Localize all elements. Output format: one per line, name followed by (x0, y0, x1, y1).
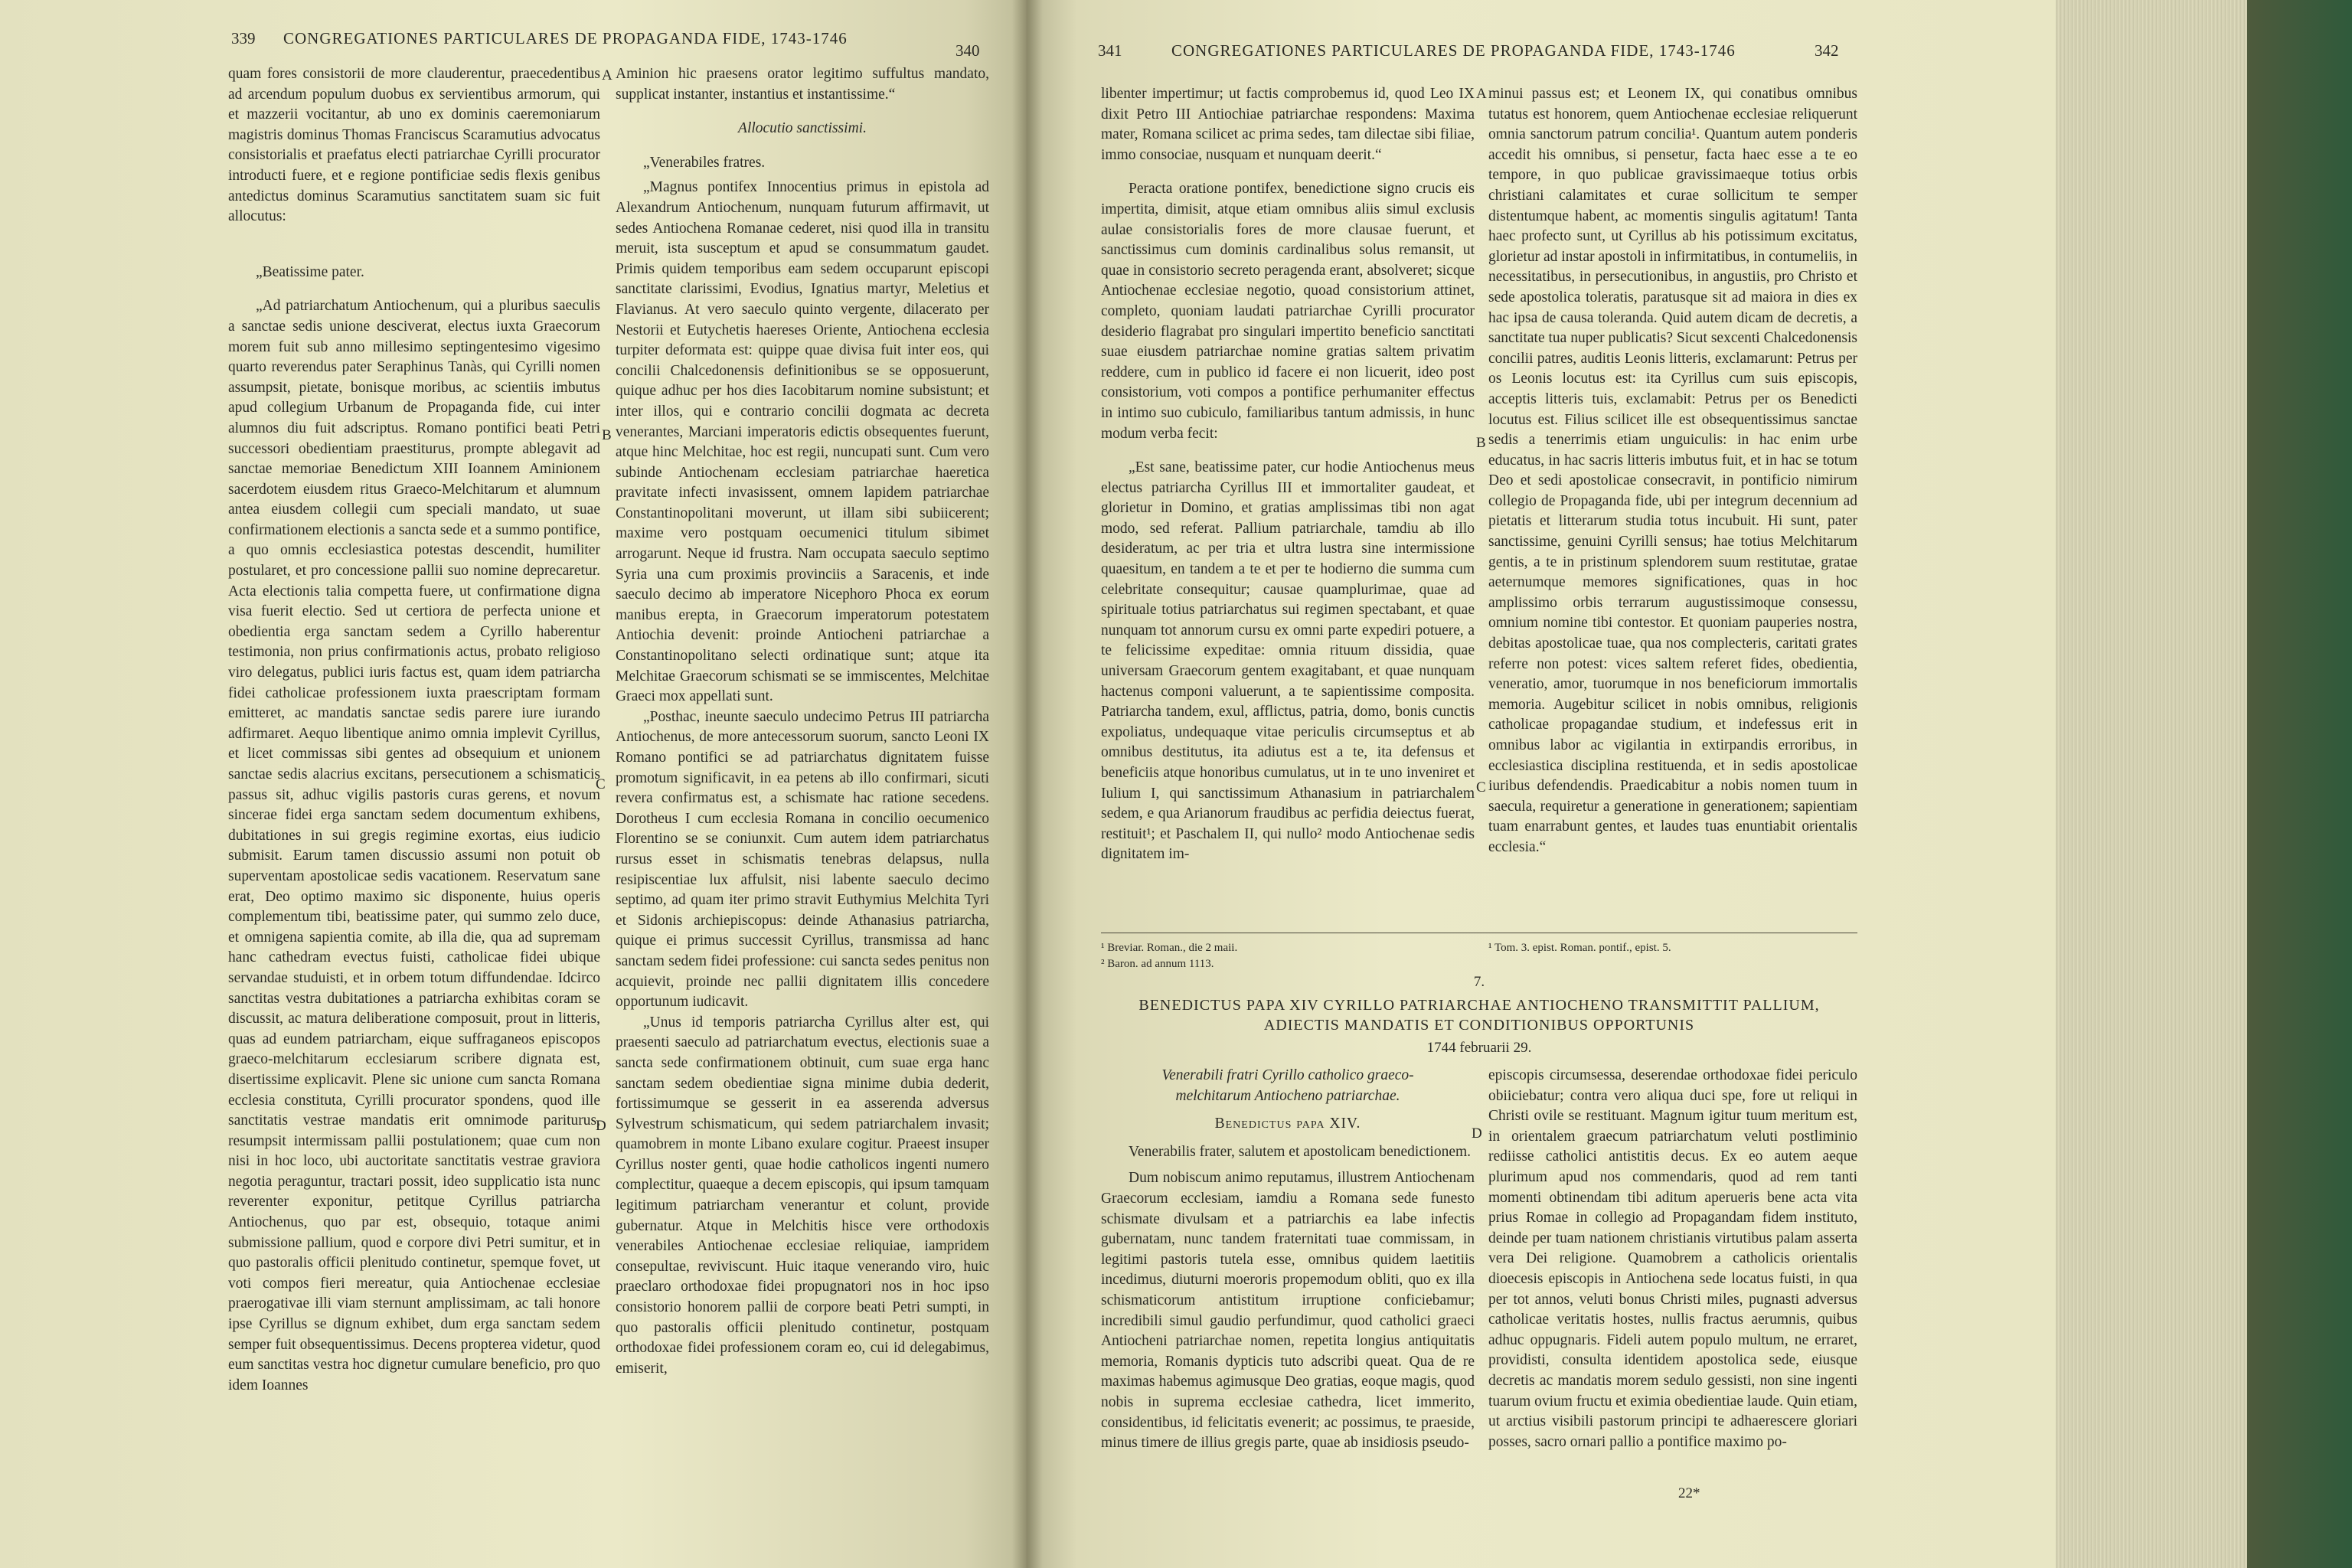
footnote: ¹ Tom. 3. epist. Roman. pontif., epist. 5. (1488, 942, 1671, 954)
footnote: ² Baron. ad annum 1113. (1101, 958, 1214, 970)
text-column (228, 64, 600, 1396)
section-heading: Allocutio sanctissimi. (738, 120, 867, 137)
page-number: 339 (231, 29, 256, 47)
paragraph: episcopis circumsessa, deserendae orthodoxae fidei periculo obiiciebatur; contra vero aliqua duci spe, fore ut reliqui in Christi ovile se restituant. Magnum igitur tuum meritum est, in orientalem graecum patriarchatum veluti postliminio rediisse catholici antistitis decus. Ex eo autem aeque plurimum apud nos commendaris, quod ad rem tanti momenti obtinendam tibi aditum aperueris bene acta vita prius Romae in collegio ad Propagandam fidem instituto, deinde per tuam nationem christianis virtutibus palam asserta vera Dei religione. Quamobrem a catholicis orientalis dioecesis episcopis in Antiochena sede locatus fuisti, in qua per tot annos, veluti bonus Christi miles, pugnasti adversus catholicae veritatis hostes, nullis fractus aerumnis, quibus adhuc oppugnaris. Fideli autem populo multum, ne erraret, providisti, consulta identidem apostolica sede, eiusque decretis ac mandatis morem sedulo gessisti, non sine ingenti tuarum ovium fructu et eximia obedientiae laude. Quin etiam, ut arctius visibili pastorum principi te adhaerescere gloriari posses, sacro ornari pallio a pontifice maximo po- (1488, 1067, 1857, 1450)
footnotes (1488, 940, 1857, 956)
document-title: BENEDICTUS PAPA XIV CYRILLO PATRIARCHAE ANTIOCHENO TRANSMITTIT PALLIUM, ADIECTIS MANDATIS ET CONDITIONIBUS OPPORTUNIS (1138, 997, 1820, 1034)
paragraph: „Est sane, beatissime pater, cur hodie Antiochenus meus electus patriarcha Cyrillus III et immortaliter gaudeat, et glorietur in Domino, et gratias amplissimas tibi non agat modo, sed referat. Pallium patriarchale, tamdiu ab illo desideratum, ac per tria et ultra lustra sine intermissione quaesitum, en tandem a te et per te hodierno die summa cum celebritate consequitur; causae quamplurimae, quae ad spirituale totius patriarchatus sui regimen spectabant, et quae nunquam tot annorum cursu ex omni parte expediri potuere, a te felicissime expeditae: omnia rituum dissidia, quae universam Graecorum gentem exagitabant, et quae nunquam hactenus componi valuerunt, a te sapientissime composita. Patriarcha tandem, exul, afflictus, patria, domo, bonis cunctis expoliatus, undequaque vitae periculis circumseptus et ab omnibus destitutus, ita adiutus est a te, ita defensus et beneficiis atque honoribus cumulatus, ut in te uno inveniret et Iulium I, qui sanctissimum Athanasium in patriarchalem sedem, e qua Arianorum fraudibus ac perfidia deiectus fuerat, restituit¹; et Paschalem II, qui nullo² modo Antiochenae sedis dignitatem im- (1101, 459, 1475, 863)
page-number: 341 (1098, 41, 1122, 60)
address: Venerabili fratri Cyrillo catholico graeco-melchitarum Antiocheno patriarchae. (1161, 1067, 1414, 1104)
signature-mark: 22* (1678, 1485, 1700, 1501)
paragraph: Dum nobiscum animo reputamus, illustrem Antiochenam Graecorum ecclesiam, iamdiu a Romana sede funesto schismate divulsam et a patriarchis ea labe infectis gubernatam, nunc tandem fraternitati tuae commissam, in legitimi pastoris tutela esse, omnibus quidem laetitiis incedimus, diuturni moeroris propemodum obliti, quo ex illa schismaticorum antistitum irruptione conficiebamur; incredibili simul gaudio perfundimur, quod catholici graeci Antiocheni patriarchae nomen, repetita longius antiquitatis memoria, Romanis dypticis tuto adscribi queat. Qua de re maximas habemus agimusque Deo gratias, eoque magis, quod nobis in suprema ecclesiae cathedra, licet immerito, considentibus, id felicitatis evenerit; ac possimus, te praeside, minus timere de illius gregis parte, quae ab insidiosis pseudo- (1101, 1170, 1475, 1452)
greeting: Venerabilis frater, salutem et apostolicam benedictionem. (1129, 1143, 1472, 1160)
salutation: „Venerabiles fratres. (643, 154, 766, 171)
book-gutter (1012, 0, 1043, 1568)
page-edges (2056, 0, 2247, 1568)
document-date: 1744 februarii 29. (1426, 1040, 1532, 1056)
running-head: CONGREGATIONES PARTICULARES DE PROPAGANDA FIDE, 1743-1746 (283, 29, 848, 47)
running-head: CONGREGATIONES PARTICULARES DE PROPAGANDA FIDE, 1743-1746 (1171, 41, 1736, 60)
paragraph: „Unus id temporis patriarcha Cyrillus alter est, qui praesenti saeculo ad patriarchatum evectus, electionis suae a sancta sede confirmationem obtinuit, cum suae erga hanc sanctam sedem obedientiae signa minime dubia dederit, fortissimumque se gesserit in ea asserenda adversus Sylvestrum schismaticum, qui sedem patriarchalem invasit; quamobrem in monte Libano exulare cogitur. Praeest insuper Cyrillus noster genti, quae hodie catholicos ingenti numero complectitur, quaeque a decem episcopis, qui ipsum tamquam legitimum patriarcham venerantur et colunt, provide gubernatur. Atque in Melchitis hisce vere orthodoxis venerabiles Antiochenae ecclesiae reliquiae, iampridem consepultae, reviviscunt. Huic itaque venerando viro, huic praeclaro orthodoxae fidei propugnatori nos in hoc ipso consistorio honorem pallii de corpore beati Petri sumpti, in quo pastoralis officii plenitudo continetur, postquam orthodoxae fidei professionem coram eo, cui id delegabimus, emiserit, (616, 1014, 989, 1377)
left-page (0, 0, 1026, 1568)
margin-letter: D (596, 1118, 606, 1134)
text-column (616, 64, 989, 1379)
paragraph: minui passus est; et Leonem IX, qui conatibus omnibus tutatus est honorem, quem Antiochenae ecclesiae reliquerunt omnia sanctorum patrum concilia¹. Quantum autem ponderis accedit his omnibus, si pensetur, facta haec esse a te eo tempore, in quo publicae gravissimaeque totius orbis christiani calamitates et curae sollicitum te semper distentumque habent, ac momentis singulis agitatum! Tanta haec profecto sunt, ut Cyrillus ab his potissimum excitatus, glorietur ad instar apostoli in infirmitatibus, in contumeliis, in necessitatibus, in persecutionibus, in angustiis, pro Christo et sede apostolica toleratis, paratusque sit ad maiora in dies ex hac ipsa de causa toleranda. Quid autem dicam de decretis, a sanctitate tua nuper publicatis? Sicut sexcenti Chalcedonensis concilii patres, auditis Leonis litteris, exclamarunt: Petrus per os Leonis locutus est: ita Cyrillus cum suis episcopis, acceptis litteris tuis, exclamabit: Petrus per os Benedicti locutus est. Filius scilicet ille est obsequentissimus sanctae sedis a tenerrimis etiam unguiculis: in hac enim urbe educatus, in hac sacris litteris imbutus fuit, et in hac se totum Deo et sedi apostolicae consecravit, in pontificio nimirum collegio de Propaganda fide, ubi per integrum decennium ad pietatis et litterarum studia totus incubuit. Hi sunt, pater sanctissime, genuini Cyrilli sensus; hae totius Melchitarum gentis, a te in pristinum splendorem suum restitutae, gratae aeternumque memores significationes, quas in hoc amplissimo orbis terrarum augustissimoque consessu, omnium nomine tibi contestor. Et quoniam pauperies nostra, debitas apostolicae tuae, qua nos complecteris, caritati grates referre non potest: vices saltem referet fides, obedientia, veneratio, amor, tuorumque in nos beneficiorum immortalis memoria. Augebitur scilicet in nobis omnibus, religionis catholicae propagandae studium, et indefessus erit in omnibus labor ac vigilantia in extirpandis erroribus, in ecclesiastica disciplina restituenda, et in sedis apostolicae iuribus defendendis. Praedicabitur a nobis nomen tuum in saecula, requiretur a generatione in generationem; sapientiam tuam enarrabunt gentes, et laudes tuas enuntiabit orientalis ecclesia.“ (1488, 86, 1858, 855)
page-number: 340 (956, 41, 980, 60)
salutation: „Beatissime pater. (256, 263, 364, 280)
margin-letter: A (1476, 86, 1487, 102)
text-column (1488, 1066, 1857, 1452)
margin-letter: C (596, 776, 606, 792)
text-column (1488, 84, 1857, 858)
paragraph: quam fores consistorii de more clauderentur, praecedentibus ad arcendum populum duobus ex servientibus armorum, qui et mazzerii vocitantur, ab uno ex dominis caeremoniarum magistris dominus Thomas Franciscus Scaramutius advocatus consistorialis et praefatus electi patriarchae Cyrilli procurator introducti fuere, et e regione pontificiae sedis flexis genibus antedictus dominus Scaramutius sanctitatem suam sic fuit allocutus: (228, 66, 600, 225)
paragraph: Aminion hic praesens orator legitimo suffultus mandato, supplicat instanter, instantius et instantissime.“ (616, 66, 989, 103)
right-page (1026, 0, 2056, 1568)
text-column (1101, 1066, 1475, 1454)
paragraph: „Posthac, ineunte saeculo undecimo Petrus III patriarcha Antiochenus, de more antecessorum suorum, sancto Leoni IX Romano pontifici se ad patriarchatus dignitatem fuisse promotum significavit, in ea petens ab illo confirmari, sicuti revera confirmatus est, a schismate hac ratione secedens. Dorotheus I cum ecclesia Romana in concilio oecumenico Florentino se se coniunxit. Cum autem idem patriarchatus rursus esset in schismatis tenebras delapsus, nulla resipiscentiae lux affulsit, nisi labente saeculo decimo septimo, ad quam iter primo stravit Euthymius Melchita Tyri et Sidonis archiepiscopus: deinde Athanasius patriarcha, quique ei primus successit Cyrillus, transmissa ad hanc sanctam sedem fidei professione: cui sancta sedes penitus non acquievit, proinde nec pallii dignitatem illis concedere opportunum iudicavit. (616, 708, 989, 1011)
margin-letter: A (602, 67, 612, 83)
footnote: ¹ Breviar. Roman., die 2 maii. (1101, 942, 1238, 954)
margin-letter: B (602, 427, 612, 443)
margin-letter: D (1472, 1125, 1482, 1142)
footnotes (1101, 940, 1475, 972)
paragraph: „Magnus pontifex Innocentius primus in epistola ad Alexandrum Antiochenum, nunquam futurum affirmavit, ut sedes Antiochena Romanae cederet, nisi quod illa in transitu meruit, ista susceptum et apud se consummatum gaudet. Primis quidem temporibus eam sedem occuparunt episcopi sanctitate clarissimi, Evodius, Ignatius martyr, Meletius et Flavianus. At vero saeculo quinto vergente, dilacerato per Nestorii et Eutychetis haereses Oriente, Antiochena ecclesia turpiter deformata est: quippe quae divisa fuit inter eos, qui concilii Chalcedonensis definitionibus se se opposuerunt, quique adhuc per hos dies Iacobitarum nomine subsistunt; et inter illos, qui e contrario concilii dogmata ac decreta venerantes, Marciani imperatoris edictis obsequentes fuerunt, atque hinc Melchitae, hoc est regii, nuncupati sunt. Cum vero subinde Antiochenam ecclesiam patriarchae haeretica pravitate infecti invasissent, omnem lapidem patriarchae Constantinopolitani moverunt, ut illam sibi subiicerent; maxime vero postquam oecumenici titulum sibimet arrogarunt. Neque id frustra. Nam occupata saeculo septimo Syria una cum proximis provinciis a Saracenis, et inde saeculo decimo ab imperatore Nicephoro Phoca ex eorum manibus erepta, in Graecorum imperatorum potestatem Antiochia devenit: proinde Antiocheni patriarchae a Constantinopolitano selecti ordinatique sunt; atque ita Melchitae Graecorum schismati se se immiscentes, Melchitae Graeci mox appellati sunt. (616, 179, 989, 705)
page-number: 342 (1815, 41, 1839, 60)
margin-letter: C (1476, 779, 1486, 795)
text-column (1101, 84, 1475, 865)
paragraph: libenter impertimur; ut factis comprobemus id, quod Leo IX dixit Petro III Antiochiae patriarchae respondens: Maxima mater, Romana scilicet ac prima sedes, tam dilectae sibi filiae, immo consociae, nusquam et nunquam deerit.“ (1101, 86, 1475, 163)
document-number: 7. (1473, 974, 1485, 990)
sender: Benedictus papa XIV. (1214, 1116, 1361, 1132)
paragraph: Peracta oratione pontifex, benedictione signo crucis eis impertita, dimisit, atque etiam omnibus aliis simul exclusis aulae consistorialis fores de more clausae fuerunt, et sanctissimus cum dominis cardinalibus solus remansit, ut quae in consistorio secreto peragenda erant, absolveret; sicque Antiochenae ecclesiae negotio, quoad consistorium attinet, completo, quoniam laudati patriarchae Cyrilli procurator desiderio flagrabat pro singulari impertito beneficio sanctitati suae eiusdem patriarchae nomine gratias saltem privatim reddere, cum in publico id facere ei non licuerit, ideo post consistorium, voti compos a pontifice perhumaniter effectus in intimo suo cubiculo, familiaribus tantum admissis, in hunc modum verba fecit: (1101, 181, 1475, 442)
background-shadow (2247, 0, 2352, 1568)
paragraph: „Ad patriarchatum Antiochenum, qui a pluribus saeculis a sanctae sedis unione desciverat, electus iuxta Graecorum morem fuit sub anno millesimo septingentesimo vigesimo quarto reverendus pater Seraphinus Tanàs, qui Cyrilli nomen assumpsit, pietate, bonisque moribus, ac scientiis imbutus apud collegium Urbanum de Propaganda fide, cui inter alumnos diu fuit adscriptus. Romano pontifici beati Petri successori obedientiam praestiturus, prompte ablegavit ad sanctae memoriae Benedictum XIII Ioannem Aminionem sacerdotem eiusdem ritus Graeco-Melchitarum et alumnum antea eiusdem collegii cum speciali mandato, ut suae confirmationem electionis a sancta sede et a summo pontifice, a quo omnis ecclesiastica potestas descendit, humiliter postularet, et pro concessione pallii suo nomine deprecaretur. Acta electionis talia competta fuere, ut confirmatione digna visa fuerit electio. Sed ut certiora de perfecta unione et obedientia erga sanctam sedem a Cyrillo haberentur testimonia, non prius confirmationis actus, probato religioso viro delegatus, publici iuris factus est, quam idem patriarcha fidei catholicae professionem iuxta praescriptam formam emitteret, ac mandatis sanctae sedis parere iure iurando adfirmaret. Aequo libentique animo omnia implevit Cyrillus, et licet commissas sibi gentes ad obsequium et unionem sanctae sedis alacrius excitans, persecutionem a schismaticis passus sit, adhuc vigilis pastoris curas gerens, et novum sincerae fidei erga sanctam sedem documentum exhibens, dubitationes in sui gregis regimine exortas, eius iudicio submisit. Earum tamen discussio assumi non potuit ob superventam apostolicae sedis vacationem. Reservatum sane erat, Deo optimo maximo sic disponente, huius operis complementum tibi, beatissime pater, qui summo zelo duce, et omnigena sapientia comite, ab illa die, qua ad supremam hanc cathedram evectus fuisti, catholicae fidei ubique servandae studuisti, et in orbem totum diffundendae. Idcirco sanctitas vestra dubitationes a patriarcha exhibitas coram se discussit, ac matura deliberatione composuit, prout in litteris, quas ad eundem patriarcham, eique suffraganeos episcopos graeco-melchitarum ecclesiarum scribere dignata est, disertissime explicavit. Plene sic unione cum sancta Romana ecclesia constituta, Cyrilli procurator spondens, quod ille sanctitatis vestrae mandatis erit omnimode pariturus, resumpsit intermissam pallii postulationem; quae cum non nisi in hoc loco, ubi auctoritate sanctitatis vestrae graviora negotia peraguntur, tractari possit, ideo supplicatio ista nunc reverenter exponitur, petitque Cyrillus patriarcha Antiochenus, quo par est, obsequio, totaque animi submissione pallium, quod e corpore divi Petri sumitur, et in quo pastoralis officii plenitudo continetur, spemque fovet, ut voti compos fieri mereatur, quia Antiochenae ecclesiae praerogativae illi viam sternunt amplissimam, ac tali honore ipse Cyrillus se dignum exhibet, dum erga sanctam sedem semper fuit obsequentissimus. Decens propterea videtur, quod eum sanctitas vestra hoc dignetur cumulare beneficio, pro quo idem Ioannes (228, 298, 600, 1393)
margin-letter: B (1476, 435, 1486, 451)
